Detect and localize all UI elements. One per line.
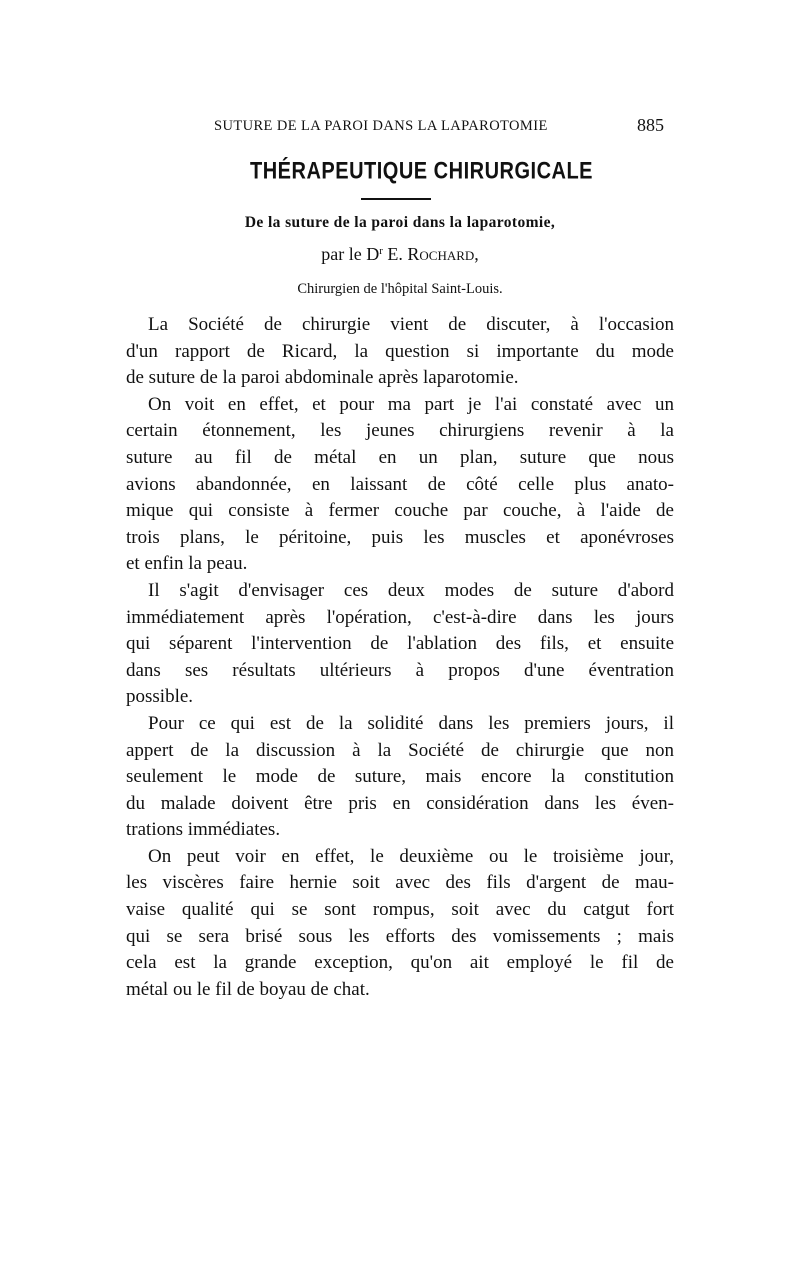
text-line: immédiatement après l'opération, c'est-à-dire dans les jours <box>126 606 674 628</box>
article-title: De la suture de la paroi dans la laparotomie, <box>244 214 556 231</box>
text-line: vaise qualité qui se sont rompus, soit avec du catgut fort <box>126 899 674 921</box>
text-line: Il s'agit d'envisager ces deux modes de suture d'abord <box>148 579 674 601</box>
text-line: Pour ce qui est de la solidité dans les premiers jours, il <box>148 712 674 734</box>
text-line: possible. <box>126 686 194 708</box>
byline-prefix: par le D <box>321 244 380 264</box>
paragraph-2 <box>126 392 674 578</box>
paragraph-1 <box>126 312 674 392</box>
text-line: On voit en effet, et pour ma part je l'ai constaté avec un <box>148 393 674 415</box>
article-body <box>126 312 674 1003</box>
text-line: suture au fil de métal en un plan, suture que nous <box>126 446 674 468</box>
text-line: seulement le mode de suture, mais encore la constitution <box>126 766 674 788</box>
byline-superscript: r <box>379 245 383 257</box>
paragraph-4 <box>126 711 674 844</box>
page-number: 885 <box>637 115 664 135</box>
author-affiliation: Chirurgien de l'hôpital Saint-Louis. <box>297 281 503 297</box>
text-line: avions abandonnée, en laissant de côté celle plus anato- <box>126 473 674 495</box>
text-line: trations immédiates. <box>126 819 281 841</box>
section-title: THÉRAPEUTIQUE CHIRURGICALE <box>250 158 594 185</box>
byline-suffix: , <box>474 244 479 264</box>
text-line: dans ses résultats ultérieurs à propos d'une éventration <box>126 659 674 681</box>
text-line: métal ou le fil de boyau de chat. <box>126 978 370 1000</box>
byline-initial: E. <box>382 244 408 264</box>
text-line: appert de la discussion à la Société de chirurgie que non <box>126 739 674 761</box>
text-line: et enfin la peau. <box>126 553 248 575</box>
text-line: certain étonnement, les jeunes chirurgiens revenir à la <box>126 420 674 442</box>
text-line: du malade doivent être pris en considération dans les éven- <box>126 792 674 814</box>
text-line: On peut voir en effet, le deuxième ou le troisième jour, <box>148 845 674 867</box>
author-byline <box>160 244 640 265</box>
title-rule <box>361 198 431 200</box>
text-line: cela est la grande exception, qu'on ait employé le fil de <box>126 952 674 974</box>
text-line: qui séparent l'intervention de l'ablation des fils, et ensuite <box>126 633 674 655</box>
author-surname: Rochard <box>407 244 475 264</box>
text-line: trois plans, le péritoine, puis les muscles et aponévroses <box>126 526 674 548</box>
text-line: d'un rapport de Ricard, la question si importante du mode <box>126 340 674 362</box>
text-line: de suture de la paroi abdominale après laparotomie. <box>126 367 519 389</box>
text-line: qui se sera brisé sous les efforts des vomissements ; mais <box>126 925 674 947</box>
paragraph-3 <box>126 578 674 711</box>
text-line: La Société de chirurgie vient de discuter, à l'occasion <box>148 314 674 335</box>
text-line: les viscères faire hernie soit avec des fils d'argent de mau- <box>126 872 674 894</box>
text-line: mique qui consiste à fermer couche par couche, à l'aide de <box>126 500 674 522</box>
paragraph-5 <box>126 844 674 1004</box>
running-head: SUTURE DE LA PAROI DANS LA LAPAROTOMIE <box>214 118 548 134</box>
